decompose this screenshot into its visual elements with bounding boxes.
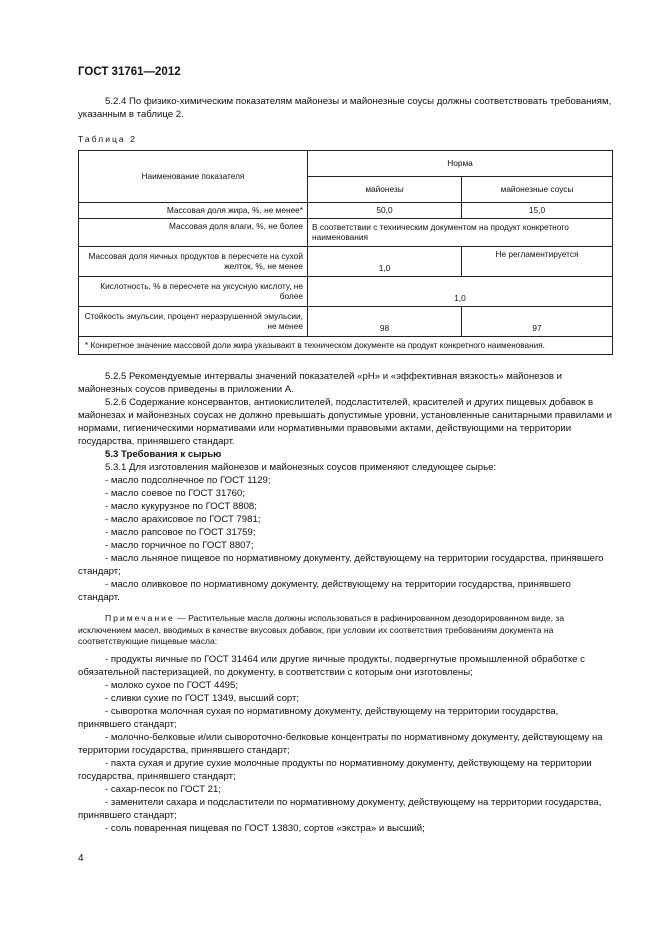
row-name: Массовая доля яичных продуктов в пересчете на сухой желток, %, не менее xyxy=(79,246,308,276)
row-value-sauce: 97 xyxy=(462,306,613,336)
paragraph-5-2-6: 5.2.6 Содержание консервантов, антиокислителей, подсластителей, красителей и других пищевых добавок в майонезах и майонезных соусах не должно превышать допустимые уровни, установленные санитарными правилами и нормами, гигиеническими нормативами или нормативными правовыми актами, действующими на территории государства, принявшего стандарт. xyxy=(78,397,613,447)
body-text-block xyxy=(78,370,613,835)
list-item: - молоко сухое по ГОСТ 4495; xyxy=(105,679,239,691)
row-value-mayonnaise: 50,0 xyxy=(308,203,462,219)
table-row xyxy=(79,276,613,306)
note xyxy=(78,613,613,648)
list-item: - масло оливковое по нормативному документу, действующему на территории государства, принявшего стандарт. xyxy=(78,579,571,603)
row-value-mayonnaise: 98 xyxy=(308,306,462,336)
list-item: - масло арахисовое по ГОСТ 7981; xyxy=(105,514,261,525)
list-item: - масло кукурузное по ГОСТ 8808; xyxy=(105,501,257,512)
table-caption: Таблица 2 xyxy=(78,134,137,144)
table-footnote: * Конкретное значение массовой доли жира указывают в техническом документе на продукт конкретного наименования. xyxy=(79,336,613,354)
table-row xyxy=(79,246,613,276)
list-item: - масло соевое по ГОСТ 31760; xyxy=(105,488,245,499)
table-2 xyxy=(78,150,613,355)
paragraph-5-2-5: 5.2.5 Рекомендуемые интервалы значений показателей «pH» и «эффективная вязкость» майонезов и майонезных соусов приведены в приложении А. xyxy=(78,371,563,395)
list-item: - масло рапсовое по ГОСТ 31759; xyxy=(105,527,256,538)
oils-list xyxy=(78,474,613,604)
list-item: - пахта сухая и другие сухие молочные продукты по нормативному документу, действующему на территории государства, принявшего стандарт; xyxy=(78,757,592,782)
list-item: - масло горчичное по ГОСТ 8807; xyxy=(105,540,254,551)
list-item: - соль поваренная пищевая по ГОСТ 13830, сортов «экстра» и высший; xyxy=(105,822,425,834)
table-row xyxy=(79,218,613,246)
table-row xyxy=(79,203,613,219)
row-value-merged: 1,0 xyxy=(308,276,613,306)
list-item: - молочно-белковые и/или сывороточно-белковые концентраты по нормативному документу, действующему на территории государства, принявшего стандарт; xyxy=(78,731,603,756)
list-item: - масло льняное пищевое по нормативному документу, действующему на территории государства, принявшего стандарт; xyxy=(78,553,604,577)
row-value-mayonnaise: 1,0 xyxy=(308,246,462,276)
row-value-sauce: 15,0 xyxy=(462,203,613,219)
column-header-norm: Норма xyxy=(308,151,613,177)
document-header: ГОСТ 31761—2012 xyxy=(78,66,181,78)
column-header-name: Наименование показателя xyxy=(79,151,308,203)
paragraph-5-3-1: 5.3.1 Для изготовления майонезов и майонезных соусов применяют следующее сырье: xyxy=(105,462,497,473)
list-item: - сливки сухие по ГОСТ 1349, высший сорт; xyxy=(105,692,300,704)
list-item: - масло подсолнечное по ГОСТ 1129; xyxy=(105,475,271,486)
paragraph-5-2-4: 5.2.4 По физико-химическим показателям майонезы и майонезные соусы должны соответствовать требованиям, указанным в таблице 2. xyxy=(78,96,612,120)
row-name: Массовая доля жира, %, не менее* xyxy=(79,203,308,219)
note-label: Примечание xyxy=(105,613,175,623)
list-item: - сыворотка молочная сухая по нормативному документу, действующему на территории государства, принявшего стандарт; xyxy=(78,705,559,730)
row-value-merged: В соответствии с техническим документом на продукт конкретного наименования xyxy=(308,218,613,246)
row-name: Кислотность, % в пересчете на уксусную кислоту, не более xyxy=(79,276,308,306)
list-item: - продукты яичные по ГОСТ 31464 или другие яичные продукты, подвергнутые промышленной обработке с обязательной пастеризацией, по документу, в соответствии с которым они изготовлены; xyxy=(78,653,585,678)
table-row xyxy=(79,306,613,336)
raw-materials-list xyxy=(78,653,613,835)
row-name: Стойкость эмульсии, процент неразрушенной эмульсии, не менее xyxy=(79,306,308,336)
column-header-mayonnaise: майонезы xyxy=(308,177,462,203)
list-item: - сахар-песок по ГОСТ 21; xyxy=(105,783,221,795)
column-header-sauce: майонезные соусы xyxy=(462,177,613,203)
note-text: — Растительные масла должны использоваться в рафинированном дезодорированном виде, за исключением масел, вводимых в качестве вкусовых добавок, при условии их соответствия требованиям документа на соответствующие пищевые масла: xyxy=(78,613,565,646)
row-name: Массовая доля влаги, %, не более xyxy=(79,218,308,246)
section-5-3-heading: 5.3 Требования к сырью xyxy=(105,449,222,460)
page-number: 4 xyxy=(78,853,84,864)
row-value-sauce: Не регламентируется xyxy=(462,246,613,276)
list-item: - заменители сахара и подсластители по нормативному документу, действующему на территории государства, принявшего стандарт; xyxy=(78,796,602,821)
